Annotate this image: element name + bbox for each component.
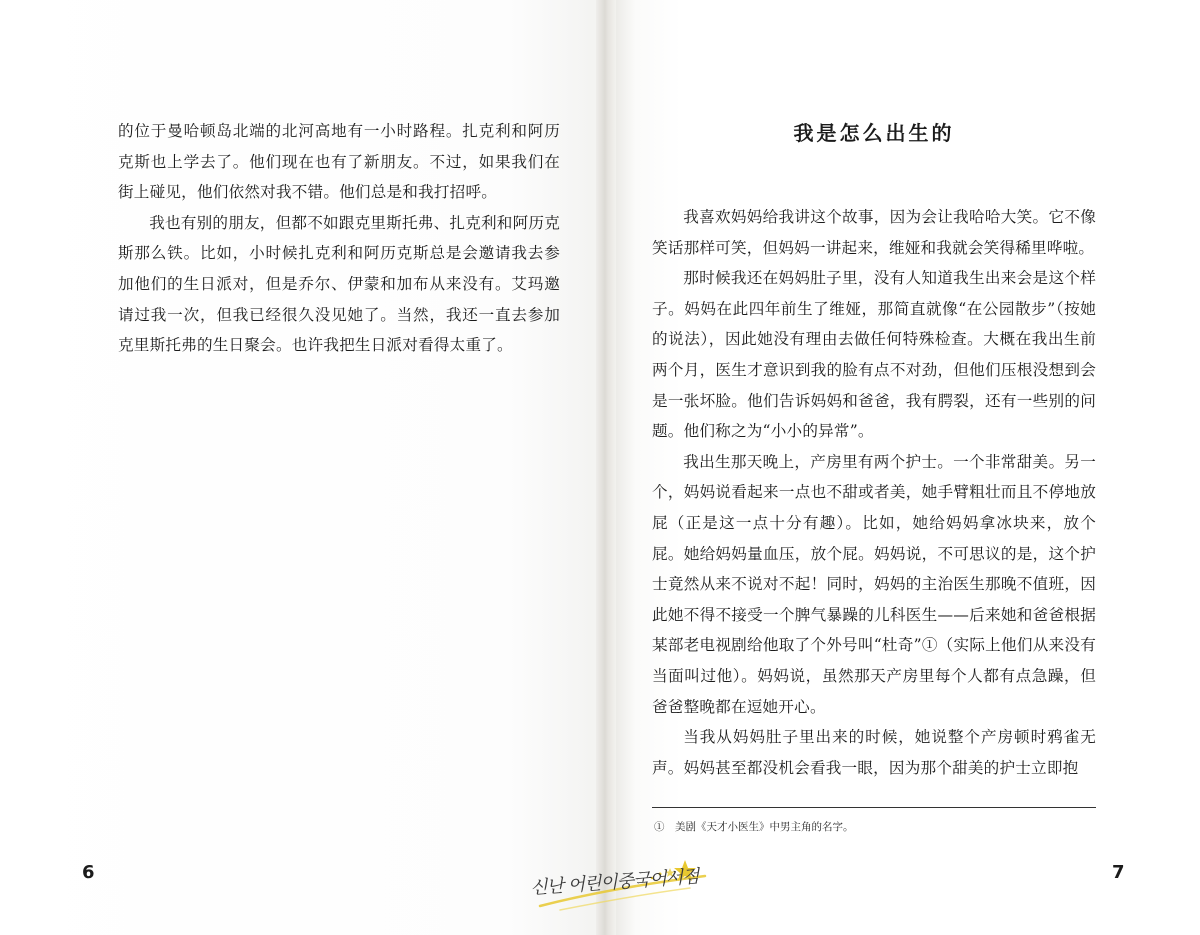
bookstore-watermark-logo <box>520 848 720 918</box>
right-paragraph-2: 那时候我还在妈妈肚子里，没有人知道我生出来会是这个样子。妈妈在此四年前生了维娅，那简直就像“在公园散步”（按她的说法），因此她没有理由去做任何特殊检查。大概在我出生前两个月，医生才意识到我的脸有点不对劲，但他们压根没想到会是一张坏脸。他们告诉妈妈和爸爸，我有腭裂，还有一些别的问题。他们称之为“小小的异常”。 <box>652 269 1096 441</box>
footnote: ① 美剧《天才小医生》中男主角的名字。 <box>654 821 854 833</box>
left-page-body <box>118 116 560 361</box>
right-page-body <box>652 202 1096 783</box>
chapter-title: 我是怎么出生的 <box>793 121 955 145</box>
right-paragraph-3: 我出生那天晚上，产房里有两个护士。一个非常甜美。另一个，妈妈说看起来一点也不甜或者美，她手臂粗壮而且不停地放屁（正是这一点十分有趣）。比如，她给妈妈拿冰块来，放个屁。她给妈妈量血压，放个屁。妈妈说，不可思议的是，这个护士竟然从来不说对不起！同时，妈妈的主治医生那晚不值班，因此她不得不接受一个脾气暴躁的儿科医生——后来她和爸爸根据某部老电视剧给他取了个外号叫“杜奇”①（实际上他们从来没有当面叫过他）。妈妈说，虽然那天产房里每个人都有点急躁，但爸爸整晚都在逗她开心。 <box>652 452 1096 716</box>
right-paragraph-4: 当我从妈妈肚子里出来的时候，她说整个产房顿时鸦雀无声。妈妈甚至都没机会看我一眼，因为那个甜美的护士立即抱 <box>652 728 1096 777</box>
right-paragraph-1: 我喜欢妈妈给我讲这个故事，因为会让我哈哈大笑。它不像笑话那样可笑，但妈妈一讲起来，维娅和我就会笑得稀里哗啦。 <box>652 208 1096 257</box>
page-number-left: 6 <box>82 862 95 883</box>
footnote-rule <box>652 807 1096 808</box>
left-paragraph-2: 我也有别的朋友，但都不如跟克里斯托弗、扎克利和阿历克斯那么铁。比如，小时候扎克利和阿历克斯总是会邀请我去参加他们的生日派对，但是乔尔、伊蒙和加布从来没有。艾玛邀请过我一次，但我已经很久没见她了。当然，我还一直去参加克里斯托弗的生日聚会。也许我把生日派对看得太重了。 <box>118 213 560 355</box>
left-paragraph-1: 的位于曼哈顿岛北端的北河高地有一小时路程。扎克利和阿历克斯也上学去了。他们现在也有了新朋友。不过，如果我们在街上碰见，他们依然对我不错。他们总是和我打招呼。 <box>118 122 560 202</box>
page-number-right: 7 <box>1112 862 1125 883</box>
book-gutter <box>596 0 616 935</box>
watermark-text: 신난 어린이중국어서점 <box>529 866 700 899</box>
